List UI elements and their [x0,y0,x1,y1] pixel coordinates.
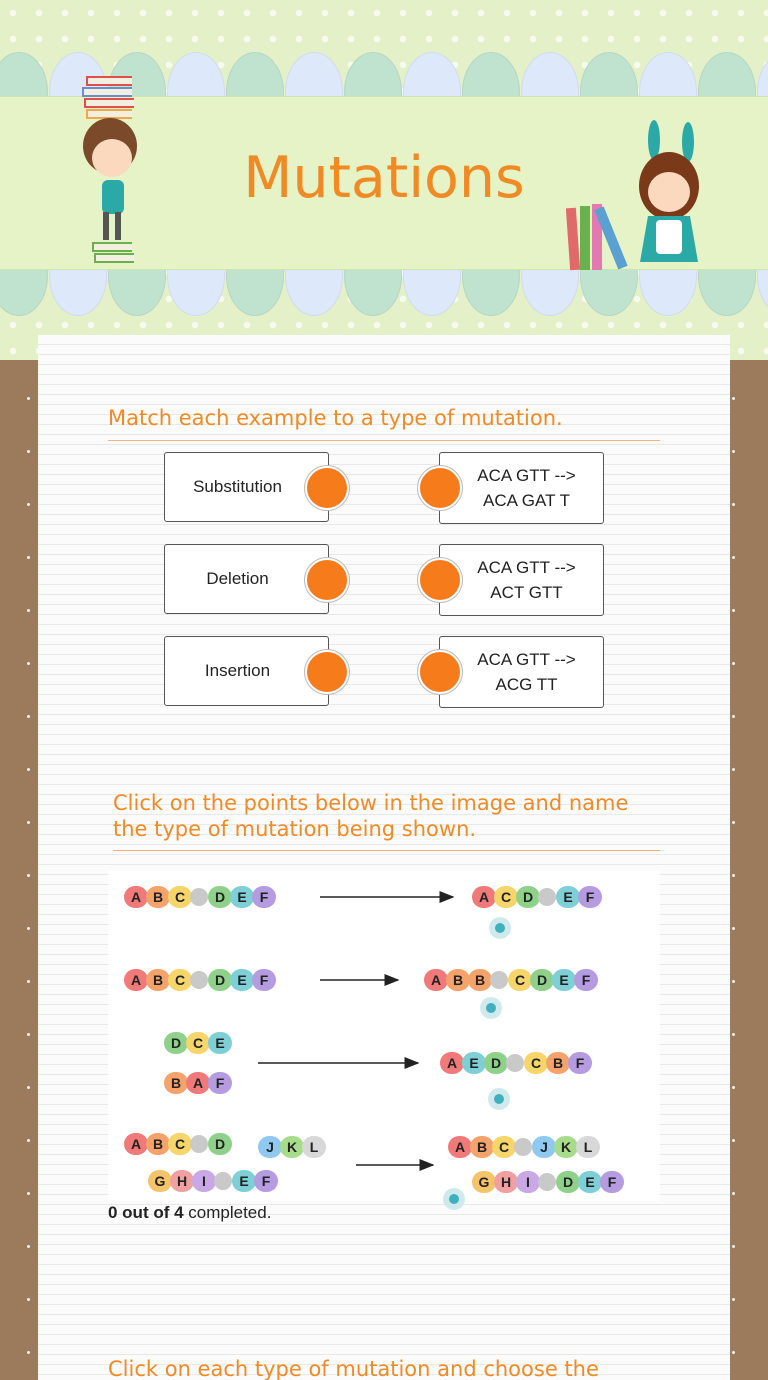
gene-label: B [452,972,464,988]
row-4-before-top-chromosome [124,1133,232,1155]
gene-label: J [540,1139,548,1155]
centromere [190,971,208,989]
row-1-after-chromosome [472,886,602,908]
gene-label: A [130,972,142,988]
match-dot-right-3[interactable] [418,650,462,694]
gene-label: L [309,1139,319,1155]
gene-label: F [607,1174,617,1190]
gene-label: J [266,1139,274,1155]
chromosome-diagram [108,871,660,1201]
gene-label: C [174,1136,186,1152]
gene-label: G [478,1174,490,1190]
match-dot-left-1[interactable] [305,466,349,510]
centromere [506,1054,524,1072]
question-3-heading: Click on each type of mutation and choose the [108,1357,599,1380]
gene-label: F [215,1075,225,1091]
chromosome-mutation-image [108,871,660,1201]
gene-label: A [130,889,142,905]
gene-label: E [469,1055,479,1071]
gene-label: G [154,1173,166,1189]
centromere [538,1173,556,1191]
gene-label: F [575,1055,585,1071]
gene-label: A [430,972,442,988]
row-2-after-chromosome [424,969,598,991]
match-example-3-line-1: ACA GTT --> [477,650,576,669]
gene-label: B [152,1136,164,1152]
row-4-before-bottom-chromosome [148,1170,278,1192]
question-2-heading-line-2: the type of mutation being shown. [113,817,477,841]
centromere [214,1172,232,1190]
question-2-heading-line-1: Click on the points below in the image and name [113,791,629,815]
gene-label: E [237,972,247,988]
match-dot-left-3[interactable] [305,650,349,694]
match-dot-left-2[interactable] [305,558,349,602]
gene-label: A [130,1136,142,1152]
gene-label: D [214,1136,226,1152]
gene-label: C [192,1035,204,1051]
match-example-3-line-2: ACG TT [495,675,558,694]
gene-label: C [514,972,526,988]
row-2-before-chromosome [124,969,276,991]
gene-label: D [562,1174,574,1190]
gene-label: C [500,889,512,905]
gene-label: H [500,1174,512,1190]
gene-label: F [259,889,269,905]
centromere [514,1138,532,1156]
centromere [538,888,556,906]
progress-count: 0 out of 4 [108,1203,184,1222]
gene-label: D [490,1055,502,1071]
gene-label: E [239,1173,249,1189]
gene-label: D [170,1035,182,1051]
question-2-heading [113,790,628,842]
gene-label: F [259,972,269,988]
question-2-divider [113,850,660,851]
gene-label: F [581,972,591,988]
gene-label: D [536,972,548,988]
gene-label: A [454,1139,466,1155]
row-1-before-chromosome [124,886,276,908]
gene-label: C [498,1139,510,1155]
gene-label: I [526,1174,530,1190]
gene-label: A [478,889,490,905]
question-1-divider [108,440,660,441]
mutation-hotspot-4[interactable] [443,1188,465,1210]
gene-label: B [474,972,486,988]
match-example-2[interactable] [439,544,604,616]
gene-label: L [583,1139,593,1155]
match-item-insertion[interactable]: Insertion [164,636,329,706]
row-3-before-loop-top [164,1032,232,1054]
row-4-after-bottom-chromosome [472,1171,624,1193]
gene-label: D [214,889,226,905]
gene-label: F [585,889,595,905]
gene-label: C [174,889,186,905]
gene-label: B [152,889,164,905]
worksheet-paper [38,335,730,1380]
progress-text [108,1203,271,1223]
row-3-before-loop-bottom [164,1072,232,1094]
match-dot-right-1[interactable] [418,466,462,510]
gene-label: B [170,1075,182,1091]
mutation-hotspot-1[interactable] [489,917,511,939]
gene-label: K [286,1139,298,1155]
gene-label: E [559,972,569,988]
progress-suffix: completed. [183,1203,272,1222]
question-1-heading: Match each example to a type of mutation. [108,406,563,430]
gene-label: D [522,889,534,905]
gene-label: E [563,889,573,905]
gene-label: C [530,1055,542,1071]
gene-label: K [560,1139,572,1155]
gene-label: C [174,972,186,988]
row-4-after-top-chromosome [448,1136,600,1158]
gene-label: E [585,1174,595,1190]
gene-label: E [237,889,247,905]
page-title: Mutations [243,145,525,211]
gene-label: B [152,972,164,988]
row-4-before-crossed-arm [258,1136,326,1158]
gene-label: H [176,1173,188,1189]
centromere [190,888,208,906]
gene-label: I [202,1173,206,1189]
centromere [190,1135,208,1153]
match-example-3[interactable] [439,636,604,708]
match-example-2-line-1: ACA GTT --> [477,558,576,577]
gene-label: F [261,1173,271,1189]
centromere [490,971,508,989]
mutation-hotspot-3[interactable] [488,1088,510,1110]
gene-label: E [215,1035,225,1051]
gene-label: A [446,1055,458,1071]
gene-label: B [476,1139,488,1155]
mutation-hotspot-2[interactable] [480,997,502,1019]
match-item-substitution[interactable]: Substitution [164,452,329,522]
match-example-1-line-2: ACA GAT T [483,491,570,510]
row-3-after-chromosome [440,1052,592,1074]
match-dot-right-2[interactable] [418,558,462,602]
match-example-1[interactable] [439,452,604,524]
match-example-2-line-2: ACT GTT [490,583,563,602]
match-item-deletion[interactable]: Deletion [164,544,329,614]
gene-label: A [192,1075,204,1091]
gene-label: D [214,972,226,988]
match-example-1-line-1: ACA GTT --> [477,466,576,485]
gene-label: B [552,1055,564,1071]
